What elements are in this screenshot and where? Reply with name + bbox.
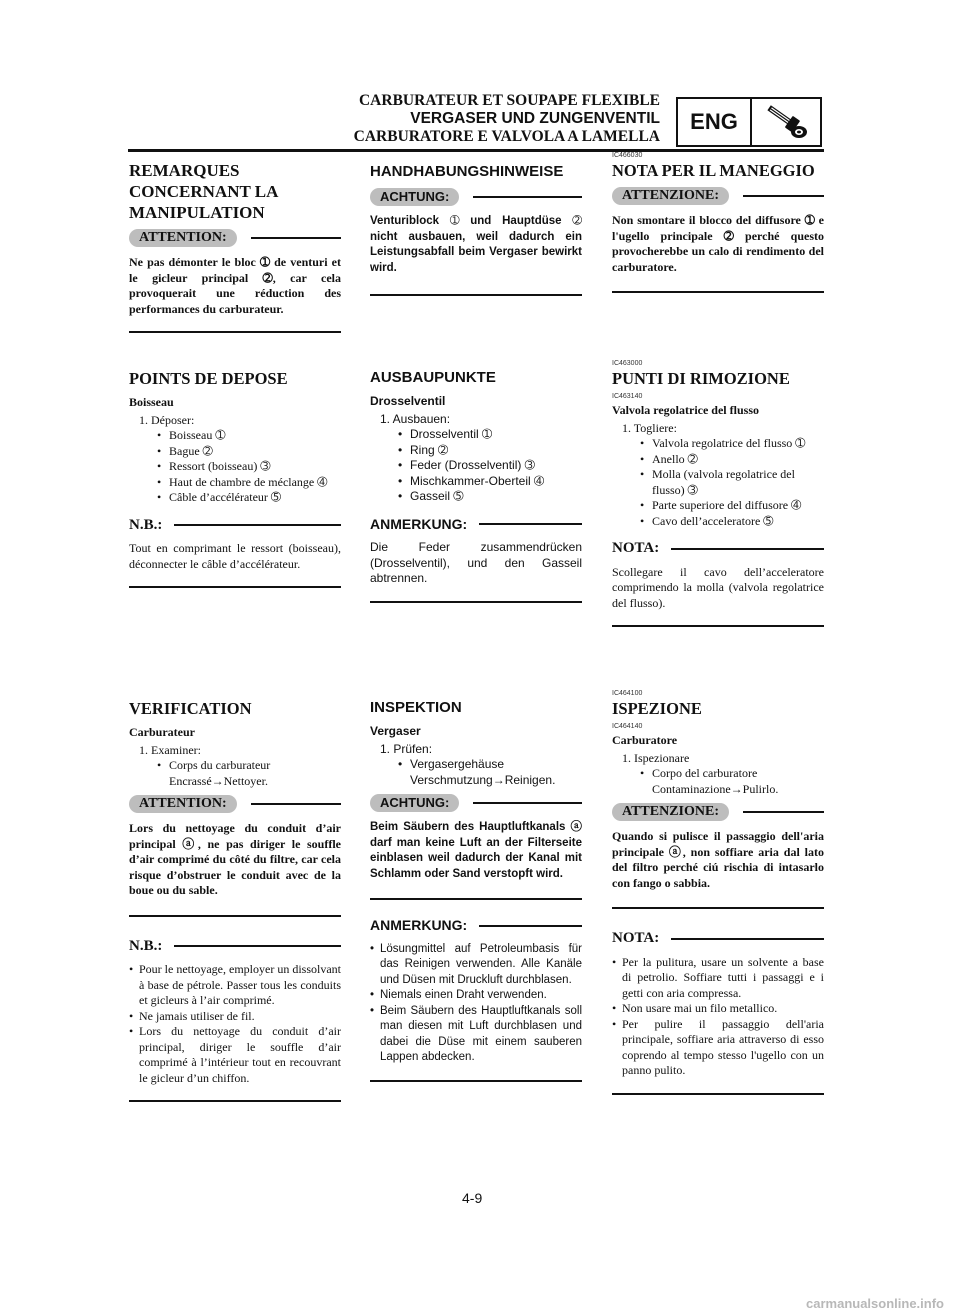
list-item-result: Verschmutzung→Reinigen.: [410, 772, 556, 787]
step-de: 1. Prüfen:: [380, 741, 433, 756]
caution-header-it: [612, 187, 824, 205]
note-text-it: Scollegare il cavo dell’acceleratore comprimendo la molla (valvola regolatrice del flusso).: [612, 564, 824, 610]
list-item: • Parte superiore del diffusore ➃: [612, 498, 824, 514]
note-label: NOTA:: [612, 540, 660, 556]
removal-points-de: [370, 368, 582, 603]
check-list-de: [370, 757, 582, 788]
caution-text-fr: Ne pas démonter le bloc ➀ de venturi et le gicleur principal ➁, car cela provoquerait une réduction des performances du carburateur.: [129, 255, 341, 316]
note-header-it: [612, 931, 824, 947]
list-item: • Câble d’accélérateur ➄: [129, 490, 341, 506]
section-badge: [676, 97, 822, 147]
list-item: • Corps du carburateur Encrassé→Nettoyer.: [129, 758, 341, 789]
notes-list-de: [370, 942, 582, 1066]
note-end-rule: [370, 601, 582, 603]
list-item: • Ressort (boisseau) ➂: [129, 459, 341, 475]
list-item: • Bague ➁: [129, 444, 341, 460]
list-item: • Lösungmittel auf Petroleumbasis für das Reinigen verwenden. Alle Kanäle und Düsen mit Druckluft durchblasen.: [370, 942, 582, 989]
check-list-it: [612, 766, 824, 797]
wrench-socket-icon: [752, 99, 820, 145]
section-title: [354, 92, 660, 146]
subheading-fr: Carburateur: [129, 725, 195, 739]
caution-label: ACHTUNG:: [370, 188, 459, 206]
title-french: CARBURATEUR ET SOUPAPE FLEXIBLE: [358, 92, 660, 109]
heading-fr: REMARQUES CONCERNANT LA MANIPULATION: [129, 161, 278, 222]
list-item: • Anello ➁: [612, 452, 824, 468]
parts-list-fr: [129, 428, 341, 506]
note-header-it: [612, 541, 824, 557]
list-item: • Haut de chambre de méclange ➃: [129, 475, 341, 491]
badge-label: ENG: [678, 99, 752, 145]
note-label: ANMERKUNG:: [370, 917, 468, 933]
note-label: N.B.:: [129, 937, 163, 954]
caution-text-it: Quando si pulisce il passaggio dell'aria principale ⓐ, non soffiare aria dal lato del filtro perché ciú rischia di intasarlo con fango o sabbia.: [612, 829, 824, 890]
list-item: • Feder (Drosselventil) ➂: [370, 458, 582, 474]
heading-fr: VERIFICATION: [129, 699, 252, 718]
step-it: 1. Ispezionare: [622, 750, 690, 765]
caution-end-rule: [370, 898, 582, 900]
list-item: • Vergasergehäuse Verschmutzung→Reinigen.: [370, 757, 582, 788]
list-item: • Valvola regolatrice del flusso ➀: [612, 436, 824, 452]
heading-it: ISPEZIONE: [612, 699, 702, 718]
list-item: • Beim Säubern des Hauptluftkanals soll man diesen mit Luft durchblasen und dabei die Düse mit einem sauberen Lappen abdecken.: [370, 1004, 582, 1066]
note-header-de: [370, 918, 582, 934]
note-end-rule: [612, 1093, 824, 1095]
note-header-de: [370, 517, 582, 533]
subheading-fr: Boisseau: [129, 395, 174, 409]
handling-notes-de: [370, 162, 582, 296]
inspection-de: [370, 698, 582, 1082]
list-item: • Drosselventil ➀: [370, 427, 582, 443]
parts-list-it: [612, 436, 824, 529]
inspection-it: [612, 690, 824, 1095]
caution-label: ATTENZIONE:: [612, 803, 729, 821]
heading-it: NOTA PER IL MANEGGIO: [612, 161, 815, 180]
note-end-rule: [129, 586, 341, 588]
note-end-rule: [612, 625, 824, 627]
subheading-it: Carburatore: [612, 733, 678, 747]
caution-text-it: Non smontare il blocco del diffusore ➀ e l'ugello principale ➁ perché questo provocherebbe un calo di rendimento del carburatore.: [612, 213, 824, 274]
notes-list-it: [612, 955, 824, 1079]
caution-header-fr: [129, 229, 341, 247]
list-item: • Gasseil ➄: [370, 489, 582, 505]
note-text-fr: Tout en comprimant le ressort (boisseau), déconnecter le câble d’accélérateur.: [129, 541, 341, 571]
caution-end-rule: [129, 915, 341, 917]
list-item: • Molla (valvola regolatrice del flusso) ➂: [612, 467, 824, 498]
title-italian: CARBURATORE E VALVOLA A LAMELLA: [353, 128, 660, 145]
list-item: • Per la pulitura, usare un solvente a base di petrolio. Soffiare tutti i passaggi e i getti con aria compressa.: [612, 955, 824, 1002]
caution-header-it: [612, 803, 824, 821]
handling-notes-fr: [129, 160, 341, 333]
list-item: • Non usare mai un filo metallico.: [612, 1001, 824, 1017]
caution-end-rule: [612, 907, 824, 909]
caution-header-fr: [129, 795, 341, 813]
note-header-fr: [129, 939, 341, 955]
section-code: IC466030: [612, 152, 643, 159]
title-german: VERGASER UND ZUNGENVENTIL: [410, 110, 660, 127]
list-item: • Ring ➁: [370, 443, 582, 459]
section-code: IC464100: [612, 690, 643, 697]
list-item: • Lors du nettoyage du conduit d’air principal, diriger le souffle d’air comprimé à l’intérieur tout en recouvrant le gicleur d’un chiffon.: [129, 1024, 341, 1086]
list-item: • Corpo del carburatore Contaminazione→Pulirlo.: [612, 766, 824, 797]
list-item-result: Contaminazione→Pulirlo.: [652, 781, 779, 796]
note-label: ANMERKUNG:: [370, 515, 468, 532]
inspection-fr: [129, 698, 341, 1102]
subsection-code: IC464140: [612, 723, 643, 730]
note-text-de: Die Feder zusammendrücken (Drosselventil), und den Gasseil abtrennen.: [370, 540, 582, 585]
heading-it: PUNTI DI RIMOZIONE: [612, 369, 790, 388]
subheading-de: Drosselventil: [370, 394, 446, 408]
list-item: • Per pulire il passaggio dell'aria principale, soffiare aria attraverso di esso coprendo al tempo stesso l'ugello con un panno pulito.: [612, 1017, 824, 1079]
section-code: IC463000: [612, 360, 643, 367]
subheading-it: Valvola regolatrice del flusso: [612, 403, 759, 417]
removal-points-fr: [129, 368, 341, 588]
removal-points-it: [612, 360, 824, 627]
heading-de: HANDHABUNGSHINWEISE: [370, 163, 564, 180]
caution-header-de: [370, 794, 582, 812]
list-item: • Niemals einen Draht verwenden.: [370, 988, 582, 1004]
handling-notes-it: [612, 152, 824, 293]
subheading-de: Vergaser: [370, 724, 421, 738]
list-item-result: Encrassé→Nettoyer.: [169, 773, 268, 788]
check-list-fr: [129, 758, 341, 789]
caution-header-de: [370, 188, 582, 206]
subsection-code: IC463140: [612, 393, 643, 400]
note-header-fr: [129, 518, 341, 534]
notes-list-fr: [129, 962, 341, 1086]
heading-de: INSPEKTION: [370, 699, 462, 716]
parts-list-de: [370, 427, 582, 505]
list-item: • Ne jamais utiliser de fil.: [129, 1009, 341, 1025]
note-end-rule: [129, 1100, 341, 1102]
caution-label: ATTENTION:: [129, 795, 237, 813]
step-de: 1. Ausbauen:: [380, 411, 451, 426]
caution-end-rule: [612, 291, 824, 293]
page-number: 4-9: [462, 1190, 483, 1206]
note-label: NOTA:: [612, 930, 660, 946]
list-item: • Boisseau ➀: [129, 428, 341, 444]
caution-text-de: Venturiblock ➀ und Hauptdüse ➁ nicht ausbauen, weil dadurch ein Leistungsabfall beim Vergaser bewirkt wird.: [370, 215, 582, 274]
caution-text-de: Beim Säubern des Hauptluftkanals ⓐ darf man keine Luft an der Filterseite einblasen weil dadurch der Kanal mit Schlamm oder Sand verstopft wird.: [370, 821, 582, 880]
note-end-rule: [370, 1080, 582, 1082]
caution-label: ATTENTION:: [129, 229, 237, 247]
step-fr: 1. Déposer:: [139, 412, 195, 427]
caution-end-rule: [129, 331, 341, 333]
caution-text-fr: Lors du nettoyage du conduit d’air principal ⓐ, ne pas diriger le souffle d’air comprimé du côté du filtre, car cela risque d’obstruer le conduit avec de la boue ou du sable.: [129, 821, 341, 897]
caution-end-rule: [370, 294, 582, 296]
heading-de: AUSBAUPUNKTE: [370, 369, 496, 386]
heading-fr: POINTS DE DEPOSE: [129, 369, 288, 388]
list-item: • Cavo dell’acceleratore ➄: [612, 514, 824, 530]
caution-label: ATTENZIONE:: [612, 187, 729, 205]
note-label: N.B.:: [129, 516, 163, 533]
caution-label: ACHTUNG:: [370, 794, 459, 812]
watermark: carmanualsonline.info: [806, 1296, 944, 1311]
step-fr: 1. Examiner:: [139, 742, 201, 757]
list-item: • Mischkammer-Oberteil ➃: [370, 474, 582, 490]
list-item: • Pour le nettoyage, employer un dissolvant à base de pétrole. Passer tous les conduits et gicleurs à l’air comprimé.: [129, 962, 341, 1009]
step-it: 1. Togliere:: [622, 420, 677, 435]
